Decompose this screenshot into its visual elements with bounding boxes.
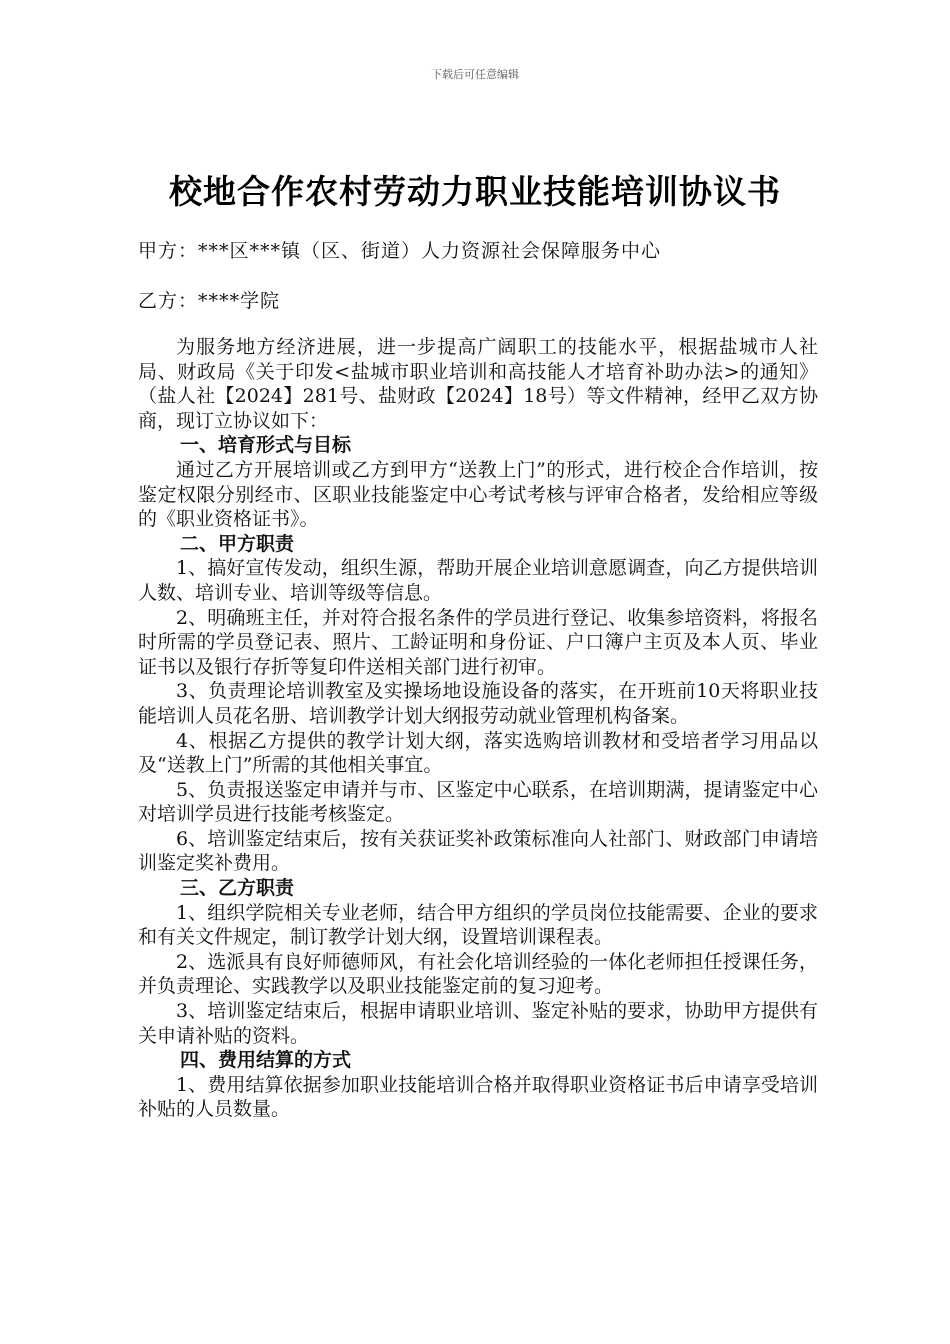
section-heading-fee-settlement: 四、费用结算的方式 <box>180 1049 352 1072</box>
intro-paragraph: 为服务地方经济进展，进一步提高广阔职工的技能水平，根据盐城市人社局、财政局《关于印发<盐城市职业培训和高技能人才培育补助办法>的通知》（盐人社【2024】281号、盐财政【2024】18号）等文件精神，经甲乙双方协商，现订立协议如下： <box>138 336 818 432</box>
section-2-paragraph-3: 3、负责理论培训教室及实操场地设施设备的落实，在开班前10天将职业技能培训人员花名册、培训教学计划大纲报劳动就业管理机构备案。 <box>138 680 818 727</box>
agreement-body <box>138 335 818 1122</box>
section-3-paragraph-1: 1、组织学院相关专业老师，结合甲方组织的学员岗位技能需要、企业的要求和有关文件规定，制订教学计划大纲，设置培训课程表。 <box>138 901 818 949</box>
section-2-paragraph-6: 6、培训鉴定结束后，按有关获证奖补政策标准向人社部门、财政部门申请培训鉴定奖补费用。 <box>138 827 818 875</box>
party-a: 甲方：***区***镇（区、街道）人力资源社会保障服务中心 <box>138 240 662 262</box>
section-heading-party-a-duties: 二、甲方职责 <box>180 532 295 555</box>
section-heading-party-b-duties: 三、乙方职责 <box>180 877 295 900</box>
party-b: 乙方：****学院 <box>138 290 281 312</box>
section-2-paragraph-5: 5、负责报送鉴定申请并与市、区鉴定中心联系，在培训期满，提请鉴定中心对培训学员进行技能考核鉴定。 <box>138 778 818 826</box>
section-4-paragraph-1: 1、费用结算依据参加职业技能培训合格并取得职业资格证书后申请享受培训补贴的人员数量。 <box>138 1073 818 1121</box>
section-2-paragraph-2: 2、明确班主任，并对符合报名条件的学员进行登记、收集参培资料，将报名时所需的学员登记表、照片、工龄证明和身份证、户口簿户主页及本人页、毕业证书以及银行存折等复印件送相关部门进行初审。 <box>138 606 818 678</box>
section-1-paragraph-1: 通过乙方开展培训或乙方到甲方“送教上门”的形式，进行校企合作培训，按鉴定权限分别经市、区职业技能鉴定中心考试考核与评审合格者，发给相应等级的《职业资格证书》。 <box>138 458 818 531</box>
section-3-paragraph-3: 3、培训鉴定结束后，根据申请职业培训、鉴定补贴的要求，协助甲方提供有关申请补贴的资料。 <box>138 1000 818 1047</box>
section-heading-form-goal: 一、培育形式与目标 <box>180 434 352 457</box>
section-3-paragraph-2: 2、选派具有良好师德师风，有社会化培训经验的一体化老师担任授课任务，并负责理论、实践教学以及职业技能鉴定前的复习迎考。 <box>138 950 818 998</box>
section-2-paragraph-1: 1、搞好宣传发动，组织生源，帮助开展企业培训意愿调查，向乙方提供培训人数、培训专业、培训等级等信息。 <box>138 557 818 604</box>
header-note: 下载后可任意编辑 <box>431 68 519 81</box>
section-2-paragraph-4: 4、根据乙方提供的教学计划大纲，落实选购培训教材和受培者学习用品以及“送教上门”所需的其他相关事宜。 <box>138 729 818 777</box>
document-title: 校地合作农村劳动力职业技能培训协议书 <box>169 172 781 211</box>
